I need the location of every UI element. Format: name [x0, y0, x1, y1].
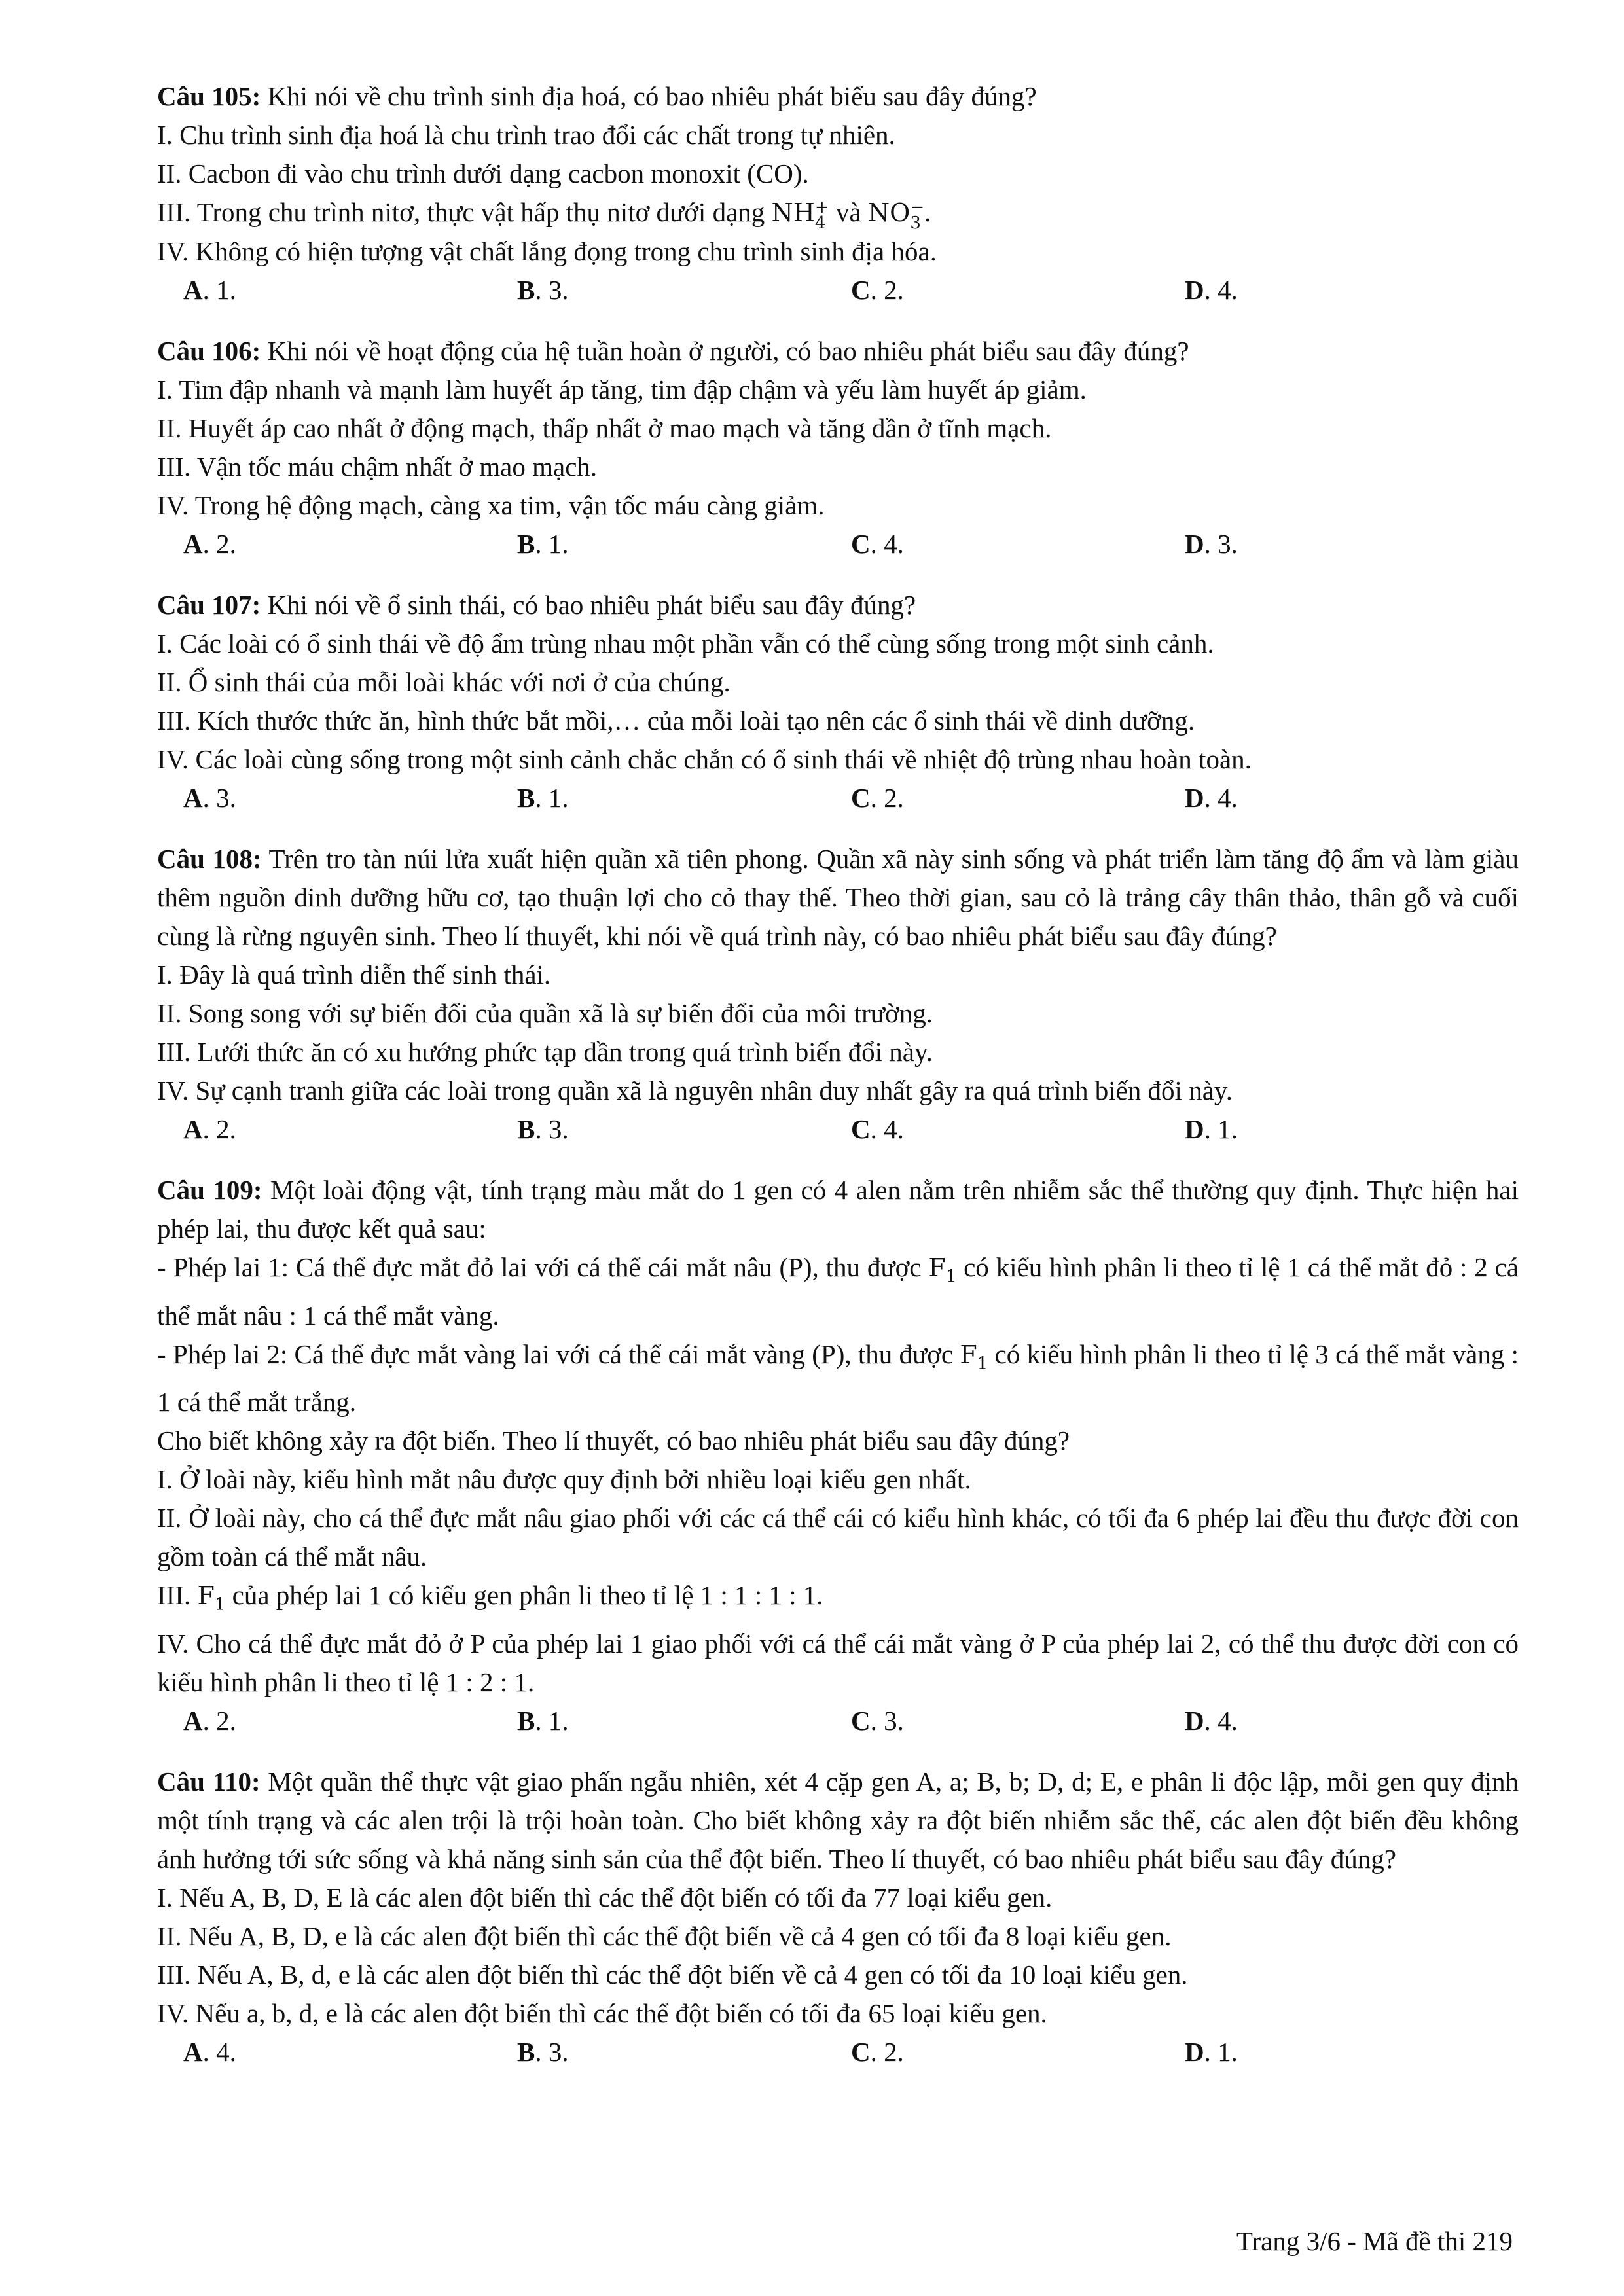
option-letter: A [183, 783, 203, 813]
question-105 [157, 77, 1519, 310]
option-value: . 1. [535, 529, 569, 559]
question-stem [157, 1763, 1519, 1878]
answer-options [157, 1110, 1519, 1149]
option-letter: C [851, 2036, 871, 2067]
option-c[interactable] [851, 271, 1185, 310]
cross-text: - Phép lai 2: Cá thể đực mắt vàng lai với cá thể cái mắt vàng (P), thu được [157, 1338, 960, 1369]
question-text: Khi nói về ổ sinh thái, có bao nhiêu phát biểu sau đây đúng? [261, 590, 916, 620]
option-letter: B [517, 1705, 535, 1736]
f-subscript: 1 [214, 1594, 226, 1615]
question-text: Trên tro tàn núi lửa xuất hiện quần xã tiên phong. Quần xã này sinh sống và phát triển làm tăng độ ẩm và làm giàu thêm nguồn dinh dưỡng hữu cơ, tạo thuận lợi cho cỏ thay thế. Theo thời gian, sau cỏ là trảng cây thân thảo, thân gỗ và cuối cùng là rừng nguyên sinh. Theo lí thuyết, khi nói về quá trình này, có bao nhiêu phát biểu sau đây đúng? [157, 844, 1519, 951]
option-a[interactable] [183, 271, 517, 310]
option-value: . 3. [535, 275, 569, 305]
option-letter: C [851, 1114, 871, 1144]
option-c[interactable] [851, 525, 1185, 564]
nitrate-indices [910, 197, 925, 233]
statement-4: IV. Trong hệ động mạch, càng xa tim, vận tốc máu càng giảm. [157, 490, 825, 520]
statement-2: II. Ổ sinh thái của mỗi loài khác với nơi ở của chúng. [157, 667, 731, 697]
option-value: . 3. [535, 1114, 569, 1144]
option-value: . 2. [202, 1705, 236, 1736]
statement-4: IV. Cho cá thể đực mắt đỏ ở P của phép lai 1 giao phối với cá thể cái mắt vàng ở P của phép lai 2, có thể thu được đời con có kiểu hình phân li theo tỉ lệ 1 : 2 : 1. [157, 1628, 1519, 1697]
option-value: . 3. [1204, 529, 1238, 559]
question-106 [157, 332, 1519, 564]
option-c[interactable] [851, 1702, 1185, 1740]
ammonium-formula [771, 197, 829, 233]
statement-1: I. Nếu A, B, D, E là các alen đột biến thì các thể đột biến có tối đa 77 loại kiểu gen. [157, 1882, 1053, 1912]
f-symbol: F [928, 1253, 946, 1282]
question-label: Câu 106: [157, 336, 261, 366]
statement-1: I. Đây là quá trình diễn thế sinh thái. [157, 960, 551, 990]
f1-generation [960, 1340, 988, 1374]
statement-3 [157, 1576, 1519, 1624]
cross-text: có kiểu hình phân li theo tỉ lệ 1 cá thể mắt đỏ : 2 cá thể mắt nâu : 1 cá thể mắt vàng. [157, 1252, 1519, 1331]
cross-text: có kiểu hình phân li theo tỉ lệ 3 cá thể mắt vàng : 1 cá thể mắt trắng. [157, 1338, 1519, 1418]
option-letter: B [517, 1114, 535, 1144]
f-subscript: 1 [977, 1354, 988, 1374]
statement-3 [157, 193, 1519, 232]
page-footer: Trang 3/6 - Mã đề thi 219 [1236, 2226, 1513, 2256]
option-c[interactable] [851, 779, 1185, 817]
answer-options [157, 2033, 1519, 2072]
statement-1: I. Các loài có ổ sinh thái về độ ẩm trùng nhau một phần vẫn có thể cùng sống trong một sinh cảnh. [157, 628, 1214, 658]
statement-1: I. Ở loài này, kiểu hình mắt nâu được quy định bởi nhiều loại kiểu gen nhất. [157, 1464, 971, 1495]
statement-text: III. [157, 1580, 198, 1611]
cross-1 [157, 1248, 1519, 1335]
condition-text: Cho biết không xảy ra đột biến. Theo lí thuyết, có bao nhiêu phát biểu sau đây đúng? [157, 1426, 1070, 1456]
option-value: . 4. [870, 1114, 904, 1144]
option-letter: D [1185, 1114, 1204, 1144]
option-value: . 2. [870, 275, 904, 305]
option-letter: B [517, 783, 535, 813]
question-109 [157, 1171, 1519, 1740]
option-value: . 4. [1204, 783, 1238, 813]
option-letter: C [851, 275, 871, 305]
option-value: . 2. [202, 1114, 236, 1144]
exam-page [157, 77, 1519, 2094]
statement-3: III. Lưới thức ăn có xu hướng phức tạp dần trong quá trình biến đổi này. [157, 1037, 933, 1067]
statement-2: II. Ở loài này, cho cá thể đực mắt nâu giao phối với các cá thể cái có kiểu hình khác, có tối đa 6 phép lai đều thu được đời con gồm toàn cá thể mắt nâu. [157, 1503, 1519, 1572]
nitrate-formula [867, 197, 925, 233]
option-value: . 1. [1204, 2036, 1238, 2067]
option-a[interactable] [183, 779, 517, 817]
question-110 [157, 1763, 1519, 2072]
question-label: Câu 108: [157, 844, 262, 874]
option-value: . 4. [1204, 275, 1238, 305]
statement-1: I. Chu trình sinh địa hoá là chu trình trao đổi các chất trong tự nhiên. [157, 120, 895, 150]
question-stem [157, 332, 1519, 370]
statement-1: I. Tim đập nhanh và mạnh làm huyết áp tăng, tim đập chậm và yếu làm huyết áp giảm. [157, 374, 1087, 404]
answer-options [157, 1702, 1519, 1740]
ammonium-indices [814, 197, 829, 233]
option-letter: A [183, 1114, 203, 1144]
option-letter: C [851, 783, 871, 813]
question-label: Câu 107: [157, 590, 261, 620]
option-letter: D [1185, 275, 1204, 305]
option-b[interactable] [517, 1110, 851, 1149]
option-value: . 1. [535, 1705, 569, 1736]
option-value: . 3. [870, 1705, 904, 1736]
question-label: Câu 110: [157, 1766, 261, 1797]
option-c[interactable] [851, 2033, 1185, 2072]
option-value: . 4. [870, 529, 904, 559]
nitrate-charge: − [910, 197, 925, 217]
option-a[interactable] [183, 1702, 517, 1740]
statement-4: IV. Sự cạnh tranh giữa các loài trong quần xã là nguyên nhân duy nhất gây ra quá trình biến đổi này. [157, 1075, 1233, 1105]
statement-text: và [829, 197, 868, 227]
statement-4: IV. Không có hiện tượng vật chất lắng đọng trong chu trình sinh địa hóa. [157, 236, 937, 266]
ammonium-symbol: NH [771, 198, 815, 227]
question-stem [157, 586, 1519, 624]
nitrate-subscript: 3 [910, 213, 921, 233]
option-b[interactable] [517, 271, 851, 310]
ammonium-subscript: 4 [814, 213, 826, 233]
answer-options [157, 525, 1519, 564]
statement-2: II. Nếu A, B, D, e là các alen đột biến thì các thể đột biến về cả 4 gen có tối đa 8 loại kiểu gen. [157, 1920, 1172, 1951]
question-text: Một loài động vật, tính trạng màu mắt do 1 gen có 4 alen nằm trên nhiễm sắc thể thường quy định. Thực hiện hai phép lai, thu được kết quả sau: [157, 1175, 1519, 1244]
option-value: . 1. [202, 275, 236, 305]
option-letter: D [1185, 783, 1204, 813]
option-value: . 4. [202, 2036, 236, 2067]
statement-3: III. Vận tốc máu chậm nhất ở mao mạch. [157, 452, 598, 482]
option-b[interactable] [517, 1702, 851, 1740]
question-108 [157, 840, 1519, 1149]
option-d[interactable] [1185, 1110, 1519, 1149]
option-b[interactable] [517, 779, 851, 817]
question-stem [157, 840, 1519, 956]
f1-generation [197, 1581, 226, 1615]
f-subscript: 1 [945, 1266, 957, 1287]
statement-2: II. Cacbon đi vào chu trình dưới dạng cacbon monoxit (CO). [157, 158, 809, 188]
nitrate-symbol: NO [867, 198, 911, 227]
option-letter: B [517, 275, 535, 305]
option-letter: B [517, 529, 535, 559]
question-label: Câu 105: [157, 81, 261, 111]
option-d[interactable] [1185, 1702, 1519, 1740]
option-letter: A [183, 1705, 203, 1736]
statement-4: IV. Các loài cùng sống trong một sinh cảnh chắc chắn có ổ sinh thái về nhiệt độ trùng nhau hoàn toàn. [157, 744, 1252, 774]
option-letter: C [851, 529, 871, 559]
option-a[interactable] [183, 2033, 517, 2072]
option-value: . 3. [535, 2036, 569, 2067]
question-stem [157, 77, 1519, 116]
option-d[interactable] [1185, 271, 1519, 310]
ammonium-charge: + [814, 197, 829, 217]
statement-2: II. Song song với sự biến đổi của quần xã là sự biến đổi của môi trường. [157, 998, 933, 1028]
option-letter: A [183, 2036, 203, 2067]
answer-options [157, 779, 1519, 817]
option-letter: D [1185, 1705, 1204, 1736]
option-b[interactable] [517, 525, 851, 564]
option-d[interactable] [1185, 779, 1519, 817]
statement-3: III. Nếu A, B, d, e là các alen đột biến thì các thể đột biến về cả 4 gen có tối đa 10 loại kiểu gen. [157, 1959, 1188, 1990]
question-label: Câu 109: [157, 1175, 262, 1205]
option-value: . 3. [202, 783, 236, 813]
statement-3: III. Kích thước thức ăn, hình thức bắt mồi,… của mỗi loài tạo nên các ổ sinh thái về dinh dưỡng. [157, 706, 1195, 736]
option-d[interactable] [1185, 525, 1519, 564]
question-text: Một quần thể thực vật giao phấn ngẫu nhiên, xét 4 cặp gen A, a; B, b; D, d; E, e phân li độc lập, mỗi gen quy định một tính trạng và các alen trội là trội hoàn toàn. Cho biết không xảy ra đột biến nhiễm sắc thể, các alen đột biến đều không ảnh hưởng tới sức sống và khả năng sinh sản của thể đột biến. Theo lí thuyết, có bao nhiêu phát biểu sau đây đúng? [157, 1766, 1519, 1874]
option-value: . 2. [870, 783, 904, 813]
question-text: Khi nói về chu trình sinh địa hoá, có bao nhiêu phát biểu sau đây đúng? [261, 81, 1037, 111]
option-value: . 2. [202, 529, 236, 559]
statement-2: II. Huyết áp cao nhất ở động mạch, thấp nhất ở mao mạch và tăng dần ở tĩnh mạch. [157, 413, 1052, 443]
statement-4: IV. Nếu a, b, d, e là các alen đột biến thì các thể đột biến có tối đa 65 loại kiểu gen. [157, 1998, 1047, 2028]
option-value: . 2. [870, 2036, 904, 2067]
option-value: . 1. [1204, 1114, 1238, 1144]
f1-generation [928, 1253, 957, 1287]
option-letter: A [183, 529, 203, 559]
question-text: Khi nói về hoạt động của hệ tuần hoàn ở người, có bao nhiêu phát biểu sau đây đúng? [261, 336, 1189, 366]
option-letter: D [1185, 2036, 1204, 2067]
option-a[interactable] [183, 525, 517, 564]
cross-text: - Phép lai 1: Cá thể đực mắt đỏ lai với cá thể cái mắt nâu (P), thu được [157, 1252, 929, 1282]
statement-text: của phép lai 1 có kiểu gen phân li theo tỉ lệ 1 : 1 : 1 : 1. [225, 1580, 823, 1611]
option-a[interactable] [183, 1110, 517, 1149]
option-d[interactable] [1185, 2033, 1519, 2072]
answer-options [157, 271, 1519, 310]
option-letter: D [1185, 529, 1204, 559]
option-c[interactable] [851, 1110, 1185, 1149]
question-stem [157, 1171, 1519, 1248]
option-letter: B [517, 2036, 535, 2067]
f-symbol: F [960, 1340, 977, 1369]
statement-text: III. Trong chu trình nitơ, thực vật hấp thụ nitơ dưới dạng [157, 197, 772, 227]
statement-text: . [924, 197, 931, 227]
question-107 [157, 586, 1519, 817]
option-value: . 1. [535, 783, 569, 813]
option-b[interactable] [517, 2033, 851, 2072]
option-letter: C [851, 1705, 871, 1736]
option-letter: A [183, 275, 203, 305]
option-value: . 4. [1204, 1705, 1238, 1736]
cross-2 [157, 1335, 1519, 1422]
f-symbol: F [197, 1581, 215, 1611]
